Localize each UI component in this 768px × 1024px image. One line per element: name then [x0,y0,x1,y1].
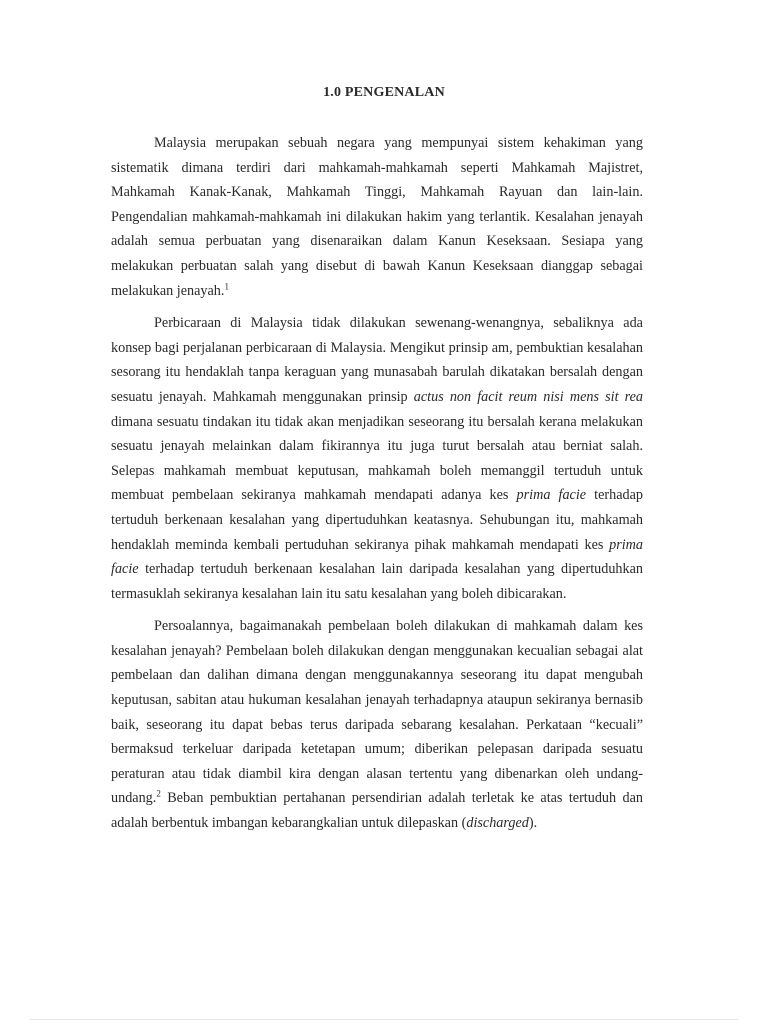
text-segment: terhadap tertuduh berkenaan kesalahan lain daripada kesalahan yang dipertuduhkan termasuklah sekiranya kesalahan lain itu satu kesalahan yang boleh dibicarakan. [111,561,643,602]
body-text [111,131,643,844]
italic-phrase: discharged [466,815,529,832]
italic-phrase: prima facie [111,536,643,578]
paragraph-3 [111,614,643,835]
italic-phrase: prima facie [516,487,587,504]
text-segment: terhadap tertuduh berkenaan kesalahan yang dipertuduhkan keatasnya. Sehubungan itu, mahkamah hendaklah meminda kembali pertuduhan sekiranya pihak mahkamah mendapati kes [111,487,643,553]
italic-phrase: actus non facit reum nisi mens sit rea [413,388,643,405]
page-bottom-divider [30,1019,738,1020]
text-segment: dimana sesuatu tindakan itu tidak akan menjadikan seseorang itu bersalah kerana melakukan sesuatu jenayah melainkan dalam fikirannya itu juga turut bersalah atau berniat salah. Selepas mahkamah membuat keputusan, mahkamah boleh memanggil tertuduh untuk membuat pembelaan sekiranya mahkamah mendapati adanya kes [111,413,643,504]
paragraph-1 [111,131,643,303]
text-segment: Perbicaraan di Malaysia tidak dilakukan sewenang-wenangnya, sebaliknya ada konsep bagi perjalanan perbicaraan di Malaysia. Mengikut prinsip am, pembuktian kesalahan sesorang itu hendaklah tanpa keraguan yang munasabah barulah dikatakan bersalah dengan sesuatu jenayah. Mahkamah menggunakan prinsip [111,315,643,405]
text-segment: Beban pembuktian pertahanan persendirian adalah terletak ke atas tertuduh dan adalah berbentuk imbangan kebarangkalian untuk dilepaskan ( [111,790,643,832]
paragraph-2 [111,311,643,606]
footnote-marker: 1 [224,280,229,291]
text-segment: Malaysia merupakan sebuah negara yang mempunyai sistem kehakiman yang sistematik dimana terdiri dari mahkamah-mahkamah seperti Mahkamah Majistret, Mahkamah Kanak-Kanak, Mahkamah Tinggi, Mahkamah Rayuan dan lain-lain. Pengendalian mahkamah-mahkamah ini dilakukan hakim yang terlantik. Kesalahan jenayah adalah semua perbuatan yang disenaraikan dalam Kanun Keseksaan. Sesiapa yang melakukan perbuatan salah yang disebut di bawah Kanun Keseksaan dianggap sebagai melakukan jenayah. [111,135,643,299]
text-segment: Persoalannya, bagaimanakah pembelaan boleh dilakukan di mahkamah dalam kes kesalahan jenayah? Pembelaan boleh dilakukan dengan menggunakan kecualian sebagai alat pembelaan dan dalihan dimana dengan menggunakannya seseorang itu dapat mengubah keputusan, sabitan atau hukuman kesalahan jenayah terhadapnya ataupun sekiranya bernasib baik, seseorang itu dapat bebas terus daripada sebarang kesalahan. Perkataan “kecuali” bermaksud terkeluar daripada ketetapan umum; diberikan pelepasan daripada sesuatu peraturan atau tidak diambil kira dengan alasan tertentu yang dibenarkan oleh undang-undang. [111,618,643,807]
text-segment: ). [528,815,538,832]
footnote-marker: 2 [156,788,161,799]
section-heading: 1.0 PENGENALAN [323,85,445,100]
